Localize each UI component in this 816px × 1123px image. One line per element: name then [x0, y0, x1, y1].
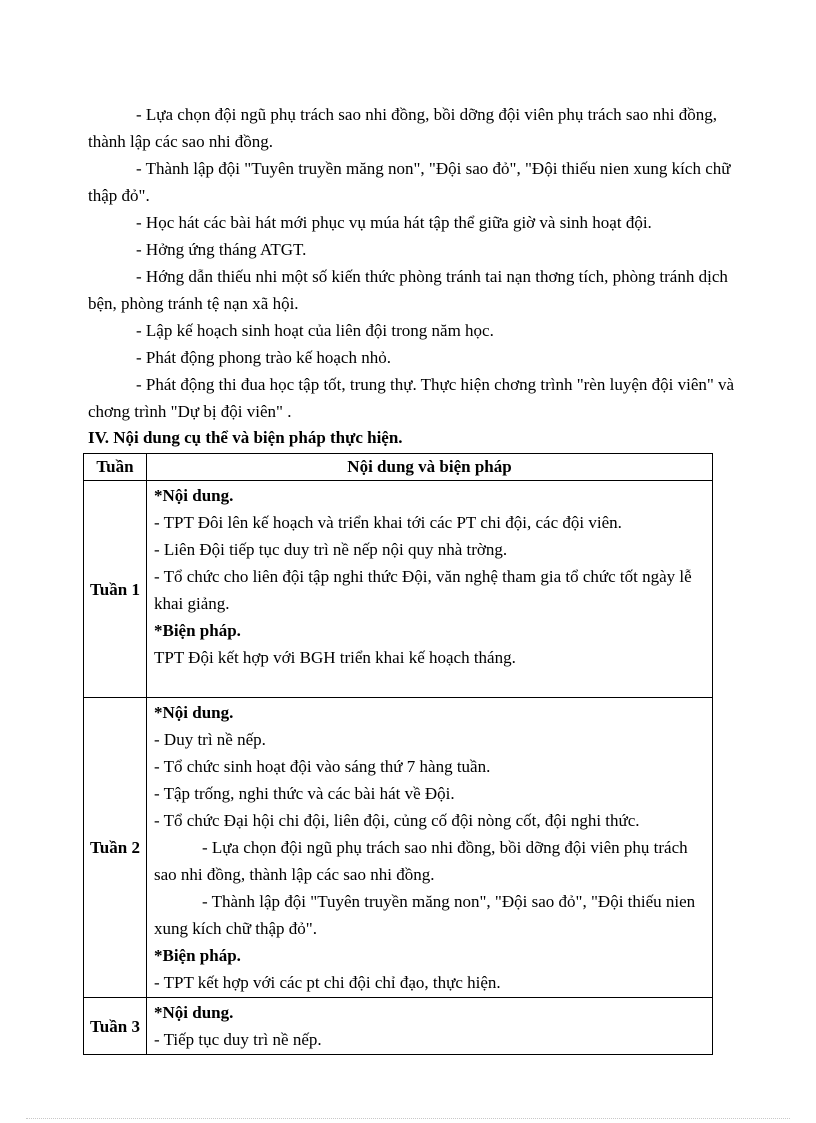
intro-paragraph: - Phát động phong trào kế hoạch nhỏ. [136, 348, 391, 367]
intro-paragraph: - Hớng dẫn thiếu nhi một số kiến thức phòng tránh tai nạn thơng tích, phòng tránh dịch bện, phòng tránh tệ nạn xã hội. [88, 267, 728, 313]
intro-paragraph: - Hởng ứng tháng ATGT. [136, 240, 307, 259]
content-line: - Tập trống, nghi thức và các bài hát về Đội. [154, 784, 455, 803]
table-row [84, 481, 713, 698]
content-label: *Nội dung. [154, 486, 234, 505]
page-divider [26, 1118, 790, 1119]
intro-paragraph: - Thành lập đội "Tuyên truyền măng non", "Đội sao đỏ", "Đội thiếu nien xung kích chữ thập đỏ". [88, 159, 731, 205]
week-cell: Tuần 2 [84, 698, 147, 998]
header-content: Nội dung và biện pháp [147, 454, 713, 481]
content-line: - TPT kết hợp với các pt chi đội chỉ đạo, thực hiện. [154, 973, 501, 992]
intro-paragraph: - Lựa chọn đội ngũ phụ trách sao nhi đồng, bồi dỡng đội viên phụ trách sao nhi đồng, thành lập các sao nhi đồng. [88, 105, 717, 151]
content-line: - Duy trì nề nếp. [154, 730, 266, 749]
content-line: - Tổ chức cho liên đội tập nghi thức Đội, văn nghệ tham gia tổ chức tốt ngày lễ khai giảng. [154, 567, 692, 613]
week-cell: Tuần 1 [84, 481, 147, 698]
intro-paragraph: - Học hát các bài hát mới phục vụ múa hát tập thể giữa giờ và sinh hoạt đội. [136, 213, 652, 232]
content-line: - TPT Đôi lên kế hoạch và triển khai tới các PT chi đội, các đội viên. [154, 513, 622, 532]
table-row [84, 998, 713, 1055]
content-cell [147, 998, 713, 1055]
measures-label: *Biện pháp. [154, 946, 241, 965]
measures-label: *Biện pháp. [154, 621, 241, 640]
content-line: - Tổ chức Đại hội chi đội, liên đội, củng cố đội nòng cốt, đội nghi thức. [154, 811, 640, 830]
content-cell [147, 481, 713, 698]
header-week: Tuần [84, 454, 147, 481]
content-line: - Lựa chọn đội ngũ phụ trách sao nhi đồng, bồi dỡng đội viên phụ trách sao nhi đồng, thành lập các sao nhi đồng. [154, 838, 688, 884]
section-heading: IV. Nội dung cụ thể và biện pháp thực hiện. [88, 428, 403, 447]
content-line: TPT Đội kết hợp với BGH triển khai kế hoạch tháng. [154, 648, 516, 667]
content-line: - Thành lập đội "Tuyên truyền măng non", "Đội sao đỏ", "Đội thiếu nien xung kích chữ thập đỏ". [154, 892, 696, 938]
content-cell [147, 698, 713, 998]
content-label: *Nội dung. [154, 1003, 234, 1022]
content-label: *Nội dung. [154, 703, 234, 722]
intro-paragraph: - Lập kế hoạch sinh hoạt của liên đội trong năm học. [136, 321, 494, 340]
week-cell: Tuần 3 [84, 998, 147, 1055]
content-line: - Liên Đội tiếp tục duy trì nề nếp nội quy nhà trờng. [154, 540, 508, 559]
intro-paragraph: - Phát động thi đua học tập tốt, trung thự. Thực hiện chơng trình "rèn luyện đội viên" và chơng trình "Dự bị đội viên" . [88, 375, 735, 421]
plan-table [83, 453, 713, 1055]
content-line: - Tiếp tục duy trì nề nếp. [154, 1030, 322, 1049]
table-header-row [84, 454, 713, 481]
table-row [84, 698, 713, 998]
content-line: - Tổ chức sinh hoạt đội vào sáng thứ 7 hàng tuần. [154, 757, 491, 776]
